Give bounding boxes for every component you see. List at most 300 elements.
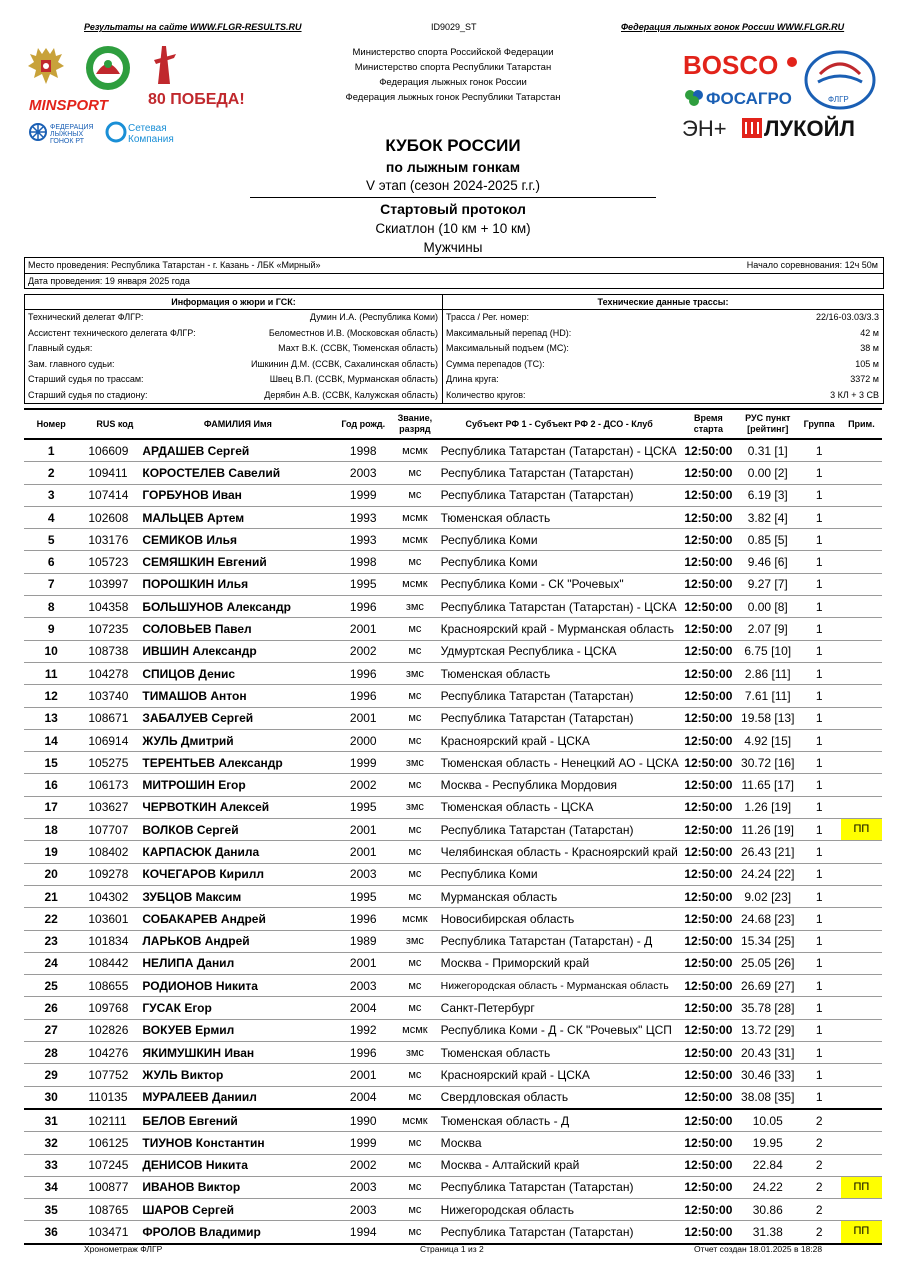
title-sport: по лыжным гонкам xyxy=(385,159,521,175)
cell-birth-year: 1995 xyxy=(333,573,393,595)
cell-start-time: 12:50:00 xyxy=(679,484,738,506)
cell-start-time: 12:50:00 xyxy=(679,952,738,974)
cell-rus-code: 102608 xyxy=(78,506,142,528)
cell-rank: мсмк xyxy=(393,908,437,930)
cell-num: 19 xyxy=(24,841,78,863)
cell-group: 1 xyxy=(798,819,841,841)
cell-start-time: 12:50:00 xyxy=(679,885,738,907)
track-value: 3 КЛ + 3 СВ xyxy=(830,389,879,400)
cell-num: 10 xyxy=(24,640,78,662)
table-row xyxy=(24,1154,882,1176)
cell-note xyxy=(841,1154,882,1176)
cell-start-time: 12:50:00 xyxy=(679,930,738,952)
jury-panel xyxy=(25,295,443,403)
col-header-num: Номер xyxy=(24,409,78,439)
cell-rus-points: 24.22 xyxy=(738,1176,798,1198)
cell-start-time: 12:50:00 xyxy=(679,662,738,684)
cell-num: 9 xyxy=(24,618,78,640)
cell-note xyxy=(841,885,882,907)
cell-rus-code: 103627 xyxy=(78,796,142,818)
network-company-logo xyxy=(107,123,174,145)
cell-group: 1 xyxy=(798,618,841,640)
cell-athlete-name: ДЕНИСОВ Никита xyxy=(142,1154,333,1176)
cell-athlete-name: ЛАРЬКОВ Андрей xyxy=(142,930,333,952)
table-row xyxy=(24,930,882,952)
cell-subject: Москва - Приморский край xyxy=(437,952,679,974)
cell-rus-code: 105275 xyxy=(78,752,142,774)
cell-group: 1 xyxy=(798,662,841,684)
cell-birth-year: 2004 xyxy=(333,1086,393,1109)
col-header-name: ФАМИЛИЯ Имя xyxy=(142,409,333,439)
cell-rank: мс xyxy=(393,1064,437,1086)
table-row xyxy=(24,1042,882,1064)
cell-group: 2 xyxy=(798,1154,841,1176)
cell-num: 18 xyxy=(24,819,78,841)
jury-value: Думин И.А. (Республика Коми) xyxy=(309,312,438,322)
cell-group: 2 xyxy=(798,1132,841,1154)
cell-note xyxy=(841,462,882,484)
note-badge: ПП xyxy=(841,819,882,840)
cell-rus-code: 107245 xyxy=(78,1154,142,1176)
cell-start-time: 12:50:00 xyxy=(679,1199,738,1221)
cell-group: 1 xyxy=(798,707,841,729)
cell-rus-code: 106914 xyxy=(78,729,142,751)
col-header-rus: RUS код xyxy=(78,409,142,439)
phosagro-logo xyxy=(685,89,792,108)
cell-group: 1 xyxy=(798,863,841,885)
jury-label: Старший судья по трассам: xyxy=(28,374,144,384)
cell-num: 24 xyxy=(24,952,78,974)
note-badge: ПП xyxy=(841,1221,882,1242)
track-value: 22/16-03.03/3.3 xyxy=(815,312,879,322)
cell-athlete-name: ЖУЛЬ Виктор xyxy=(142,1064,333,1086)
document-title xyxy=(250,135,656,257)
cell-subject: Красноярский край - ЦСКА xyxy=(437,729,679,751)
cell-note xyxy=(841,997,882,1019)
track-label: Длина круга: xyxy=(446,374,499,384)
cell-rank: мс xyxy=(393,952,437,974)
cell-athlete-name: ИВАНОВ Виктор xyxy=(142,1176,333,1198)
cell-rus-code: 108738 xyxy=(78,640,142,662)
table-row xyxy=(24,551,882,573)
cell-rus-code: 106125 xyxy=(78,1132,142,1154)
track-row xyxy=(443,310,883,326)
cell-start-time: 12:50:00 xyxy=(679,774,738,796)
table-row xyxy=(24,1064,882,1086)
cell-start-time: 12:50:00 xyxy=(679,796,738,818)
cell-rank: мсмк xyxy=(393,1019,437,1041)
cell-rus-code: 106173 xyxy=(78,774,142,796)
cell-rus-code: 104358 xyxy=(78,596,142,618)
cell-num: 25 xyxy=(24,975,78,997)
flgr-rt-text: ФЕДЕРАЦИЯ xyxy=(50,124,94,131)
cell-rus-code: 102111 xyxy=(78,1109,142,1132)
cell-start-time: 12:50:00 xyxy=(679,729,738,751)
cell-rank: мс xyxy=(393,819,437,841)
venue-box xyxy=(24,257,884,289)
cell-birth-year: 1998 xyxy=(333,551,393,573)
cell-num: 7 xyxy=(24,573,78,595)
cell-athlete-name: РОДИОНОВ Никита xyxy=(142,975,333,997)
track-panel xyxy=(443,295,883,403)
cell-group: 1 xyxy=(798,1086,841,1109)
cell-rus-points: 0.85 [5] xyxy=(738,529,798,551)
cell-num: 26 xyxy=(24,997,78,1019)
title-discipline: Скиатлон (10 км + 10 км) xyxy=(375,221,531,236)
track-value: 38 м xyxy=(860,343,879,353)
cell-rank: змс xyxy=(393,662,437,684)
results-site-link[interactable]: Результаты на сайте WWW.FLGR-RESULTS.RU xyxy=(84,22,302,32)
cell-athlete-name: ПОРОШКИН Илья xyxy=(142,573,333,595)
cell-note xyxy=(841,1064,882,1086)
cell-group: 1 xyxy=(798,640,841,662)
track-row xyxy=(443,372,883,388)
cell-note xyxy=(841,707,882,729)
table-row xyxy=(24,707,882,729)
cell-rus-code: 109278 xyxy=(78,863,142,885)
cell-subject: Тюменская область - ЦСКА xyxy=(437,796,679,818)
cell-group: 2 xyxy=(798,1221,841,1244)
table-row xyxy=(24,908,882,930)
cell-group: 1 xyxy=(798,796,841,818)
cell-athlete-name: МАЛЬЦЕВ Артем xyxy=(142,506,333,528)
cell-subject: Тюменская область xyxy=(437,1042,679,1064)
cell-note xyxy=(841,841,882,863)
cell-start-time: 12:50:00 xyxy=(679,1042,738,1064)
cell-subject: Республика Татарстан (Татарстан) xyxy=(437,484,679,506)
cell-athlete-name: ЗУБЦОВ Максим xyxy=(142,885,333,907)
cell-rus-code: 103740 xyxy=(78,685,142,707)
cell-start-time: 12:50:00 xyxy=(679,1086,738,1109)
table-row xyxy=(24,952,882,974)
cell-num: 4 xyxy=(24,506,78,528)
cell-athlete-name: НЕЛИПА Данил xyxy=(142,952,333,974)
cell-rus-code: 106609 xyxy=(78,439,142,462)
cell-start-time: 12:50:00 xyxy=(679,1176,738,1198)
cell-subject: Республика Татарстан (Татарстан) xyxy=(437,1221,679,1244)
title-divider xyxy=(250,197,656,198)
cell-birth-year: 2002 xyxy=(333,1154,393,1176)
cell-rus-code: 110135 xyxy=(78,1086,142,1109)
cell-rus-points: 13.72 [29] xyxy=(738,1019,798,1041)
jury-header: Информация о жюри и ГСК: xyxy=(25,295,442,310)
cell-rank: мс xyxy=(393,685,437,707)
cell-note xyxy=(841,506,882,528)
cell-group: 1 xyxy=(798,462,841,484)
cell-birth-year: 2003 xyxy=(333,462,393,484)
cell-rus-points: 9.46 [6] xyxy=(738,551,798,573)
info-box xyxy=(24,294,884,404)
cell-start-time: 12:50:00 xyxy=(679,439,738,462)
cell-subject: Республика Коми xyxy=(437,551,679,573)
cell-rank: мс xyxy=(393,484,437,506)
cell-birth-year: 1996 xyxy=(333,685,393,707)
cell-rank: мсмк xyxy=(393,573,437,595)
cell-rus-code: 108671 xyxy=(78,707,142,729)
cell-start-time: 12:50:00 xyxy=(679,997,738,1019)
cell-rus-points: 2.07 [9] xyxy=(738,618,798,640)
cell-athlete-name: БЕЛОВ Евгений xyxy=(142,1109,333,1132)
cell-athlete-name: КАРПАСЮК Данила xyxy=(142,841,333,863)
cell-rus-points: 4.92 [15] xyxy=(738,729,798,751)
cell-rus-points: 7.61 [11] xyxy=(738,685,798,707)
cell-athlete-name: СОЛОВЬЕВ Павел xyxy=(142,618,333,640)
cell-group: 1 xyxy=(798,1042,841,1064)
cell-rus-points: 15.34 [25] xyxy=(738,930,798,952)
table-row xyxy=(24,1019,882,1041)
cell-note xyxy=(841,1019,882,1041)
cell-start-time: 12:50:00 xyxy=(679,462,738,484)
lukoil-text: ЛУКОЙЛ xyxy=(764,116,855,141)
cell-birth-year: 1996 xyxy=(333,908,393,930)
cell-athlete-name: ГОРБУНОВ Иван xyxy=(142,484,333,506)
cell-athlete-name: ВОКУЕВ Ермил xyxy=(142,1019,333,1041)
cell-birth-year: 1993 xyxy=(333,529,393,551)
cell-rus-code: 108765 xyxy=(78,1199,142,1221)
cell-note xyxy=(841,1109,882,1132)
cell-athlete-name: ТИУНОВ Константин xyxy=(142,1132,333,1154)
victory-80-logo xyxy=(148,46,245,108)
cell-start-time: 12:50:00 xyxy=(679,819,738,841)
cell-note xyxy=(841,640,882,662)
cell-athlete-name: СЕМИКОВ Илья xyxy=(142,529,333,551)
cell-note xyxy=(841,908,882,930)
cell-rus-points: 26.69 [27] xyxy=(738,975,798,997)
cell-subject: Свердловская область xyxy=(437,1086,679,1109)
cell-note xyxy=(841,551,882,573)
cell-start-time: 12:50:00 xyxy=(679,1064,738,1086)
cell-start-time: 12:50:00 xyxy=(679,1132,738,1154)
russian-coat-of-arms-icon xyxy=(28,48,64,84)
cell-subject: Красноярский край - ЦСКА xyxy=(437,1064,679,1086)
minsport-logo xyxy=(28,96,126,114)
cell-start-time: 12:50:00 xyxy=(679,506,738,528)
table-row xyxy=(24,885,882,907)
cell-athlete-name: ВОЛКОВ Сергей xyxy=(142,819,333,841)
cell-subject: Республика Татарстан (Татарстан) xyxy=(437,1176,679,1198)
cell-rus-code: 100877 xyxy=(78,1176,142,1198)
cell-subject: Красноярский край - Мурманская область xyxy=(437,618,679,640)
cell-birth-year: 1999 xyxy=(333,1132,393,1154)
cell-subject: Нижегородская область xyxy=(437,1199,679,1221)
cell-rus-points: 30.72 [16] xyxy=(738,752,798,774)
cell-group: 1 xyxy=(798,573,841,595)
cell-athlete-name: МУРАЛЕЕВ Даниил xyxy=(142,1086,333,1109)
cell-num: 17 xyxy=(24,796,78,818)
cell-num: 34 xyxy=(24,1176,78,1198)
track-label: Максимальный подъем (MC): xyxy=(446,343,569,353)
lukoil-logo xyxy=(742,116,855,141)
title-category: Мужчины xyxy=(423,240,483,255)
table-row xyxy=(24,484,882,506)
cell-subject: Республика Татарстан (Татарстан) - ЦСКА xyxy=(437,596,679,618)
table-header-row xyxy=(24,409,882,439)
cell-birth-year: 1992 xyxy=(333,1019,393,1041)
table-row xyxy=(24,1132,882,1154)
cell-note xyxy=(841,1086,882,1109)
track-row xyxy=(443,388,883,404)
cell-athlete-name: ЗАБАЛУЕВ Сергей xyxy=(142,707,333,729)
jury-label: Главный судья: xyxy=(28,343,93,353)
cell-rus-points: 9.27 [7] xyxy=(738,573,798,595)
cell-athlete-name: АРДАШЕВ Сергей xyxy=(142,439,333,462)
en-plus-text: ЭН+ xyxy=(682,116,727,141)
cell-rus-points: 20.43 [31] xyxy=(738,1042,798,1064)
right-logos xyxy=(680,48,880,144)
jury-value: Дерябин А.В. (ССВК, Калужская область) xyxy=(264,389,438,400)
cell-birth-year: 2001 xyxy=(333,952,393,974)
jury-value: Швец В.П. (ССВК, Мурманская область) xyxy=(269,374,438,384)
cell-subject: Тюменская область - Ненецкий АО - ЦСКА xyxy=(437,752,679,774)
table-row xyxy=(24,618,882,640)
cell-group: 1 xyxy=(798,529,841,551)
cell-group: 1 xyxy=(798,841,841,863)
top-links xyxy=(0,22,906,36)
cell-rus-code: 108655 xyxy=(78,975,142,997)
cell-rus-points: 19.58 [13] xyxy=(738,707,798,729)
cell-note xyxy=(841,774,882,796)
track-row xyxy=(443,326,883,342)
cell-birth-year: 1996 xyxy=(333,1042,393,1064)
cell-note xyxy=(841,439,882,462)
cell-rank: змс xyxy=(393,930,437,952)
cell-start-time: 12:50:00 xyxy=(679,551,738,573)
cell-rank: мс xyxy=(393,774,437,796)
flgr-rt-logo xyxy=(30,124,94,145)
cell-rank: мсмк xyxy=(393,439,437,462)
competition-start: Начало соревнования: 12ч 50м xyxy=(746,260,878,270)
cell-athlete-name: ГУСАК Егор xyxy=(142,997,333,1019)
cell-num: 16 xyxy=(24,774,78,796)
cell-birth-year: 1995 xyxy=(333,796,393,818)
jury-row xyxy=(25,357,442,373)
table-row xyxy=(24,506,882,528)
cell-rank: змс xyxy=(393,752,437,774)
table-row xyxy=(24,1176,882,1198)
cell-start-time: 12:50:00 xyxy=(679,752,738,774)
flgr-emblem-text: ФЛГР xyxy=(828,95,849,104)
cell-rus-code: 109411 xyxy=(78,462,142,484)
ministries-list xyxy=(300,45,606,105)
cell-group: 1 xyxy=(798,952,841,974)
cell-group: 1 xyxy=(798,685,841,707)
jury-label: Зам. главного судьи: xyxy=(28,358,115,369)
cell-birth-year: 2001 xyxy=(333,819,393,841)
cell-rus-code: 103601 xyxy=(78,908,142,930)
table-row xyxy=(24,729,882,751)
cell-rus-points: 11.65 [17] xyxy=(738,774,798,796)
federation-site-link[interactable]: Федерация лыжных гонок России WWW.FLGR.RU xyxy=(621,22,845,32)
cell-rank: мс xyxy=(393,1176,437,1198)
cell-rus-code: 107414 xyxy=(78,484,142,506)
cell-rus-code: 103997 xyxy=(78,573,142,595)
table-row xyxy=(24,662,882,684)
cell-rus-points: 6.75 [10] xyxy=(738,640,798,662)
cell-rus-points: 0.00 [8] xyxy=(738,596,798,618)
cell-birth-year: 2001 xyxy=(333,841,393,863)
cell-start-time: 12:50:00 xyxy=(679,908,738,930)
cell-num: 11 xyxy=(24,662,78,684)
cell-group: 2 xyxy=(798,1199,841,1221)
table-row xyxy=(24,752,882,774)
cell-subject: Москва xyxy=(437,1132,679,1154)
col-header-note: Прим. xyxy=(841,409,882,439)
cell-start-time: 12:50:00 xyxy=(679,685,738,707)
cell-rank: мс xyxy=(393,1086,437,1109)
track-header: Технические данные трассы: xyxy=(443,295,883,310)
cell-group: 1 xyxy=(798,506,841,528)
cell-note xyxy=(841,1042,882,1064)
cell-group: 1 xyxy=(798,975,841,997)
phosagro-text: ФОСАГРО xyxy=(706,89,792,108)
title-protocol: Стартовый протокол xyxy=(380,201,526,217)
cell-rus-points: 11.26 [19] xyxy=(738,819,798,841)
cell-subject: Москва - Республика Мордовия xyxy=(437,774,679,796)
cell-rank: мсмк xyxy=(393,1109,437,1132)
table-row xyxy=(24,1109,882,1132)
cell-num: 3 xyxy=(24,484,78,506)
track-label: Максимальный перепад (HD): xyxy=(446,327,572,338)
col-header-time: Время старта xyxy=(679,409,738,439)
cell-note xyxy=(841,1199,882,1221)
cell-num: 32 xyxy=(24,1132,78,1154)
table-row xyxy=(24,1086,882,1109)
venue-place: Место проведения: Республика Татарстан - г. Казань - ЛБК «Мирный» xyxy=(28,260,321,270)
title-stage: V этап (сезон 2024-2025 г.г.) xyxy=(365,178,541,193)
cell-athlete-name: ИВШИН Александр xyxy=(142,640,333,662)
table-body xyxy=(24,439,882,1244)
cell-rus-points: 0.00 [2] xyxy=(738,462,798,484)
cell-num: 36 xyxy=(24,1221,78,1244)
cell-group: 1 xyxy=(798,1064,841,1086)
cell-rank: мс xyxy=(393,863,437,885)
cell-birth-year: 1994 xyxy=(333,1221,393,1244)
cell-rus-code: 104302 xyxy=(78,885,142,907)
tatarstan-emblem-icon xyxy=(86,46,130,90)
cell-subject: Тюменская область xyxy=(437,662,679,684)
cell-rank: мс xyxy=(393,729,437,751)
jury-row xyxy=(25,326,442,342)
cell-rus-points: 0.31 [1] xyxy=(738,439,798,462)
table-row xyxy=(24,796,882,818)
title-cup: КУБОК РОССИИ xyxy=(385,136,521,155)
cell-group: 2 xyxy=(798,1109,841,1132)
ministry-line: Министерство спорта Российской Федерации xyxy=(352,47,554,58)
cell-note xyxy=(841,975,882,997)
ministry-line: Федерация лыжных гонок России xyxy=(379,77,527,88)
document-id: ID9029_ST xyxy=(431,22,477,32)
cell-birth-year: 2003 xyxy=(333,863,393,885)
cell-group: 1 xyxy=(798,551,841,573)
cell-subject: Республика Коми - Д - СК "Рочевых" ЦСП xyxy=(437,1019,679,1041)
cell-group: 1 xyxy=(798,997,841,1019)
cell-rank: мс xyxy=(393,707,437,729)
cell-note xyxy=(841,573,882,595)
cell-birth-year: 1999 xyxy=(333,484,393,506)
cell-group: 1 xyxy=(798,439,841,462)
cell-birth-year: 2003 xyxy=(333,1199,393,1221)
jury-row xyxy=(25,388,442,404)
cell-note xyxy=(841,796,882,818)
cell-rus-code: 104276 xyxy=(78,1042,142,1064)
jury-value: Ишкинин Д.М. (ССВК, Сахалинская область) xyxy=(250,358,438,369)
table-row xyxy=(24,529,882,551)
cell-rus-points: 2.86 [11] xyxy=(738,662,798,684)
table-row xyxy=(24,596,882,618)
cell-num: 33 xyxy=(24,1154,78,1176)
cell-subject: Мурманская область xyxy=(437,885,679,907)
cell-rank: мс xyxy=(393,618,437,640)
